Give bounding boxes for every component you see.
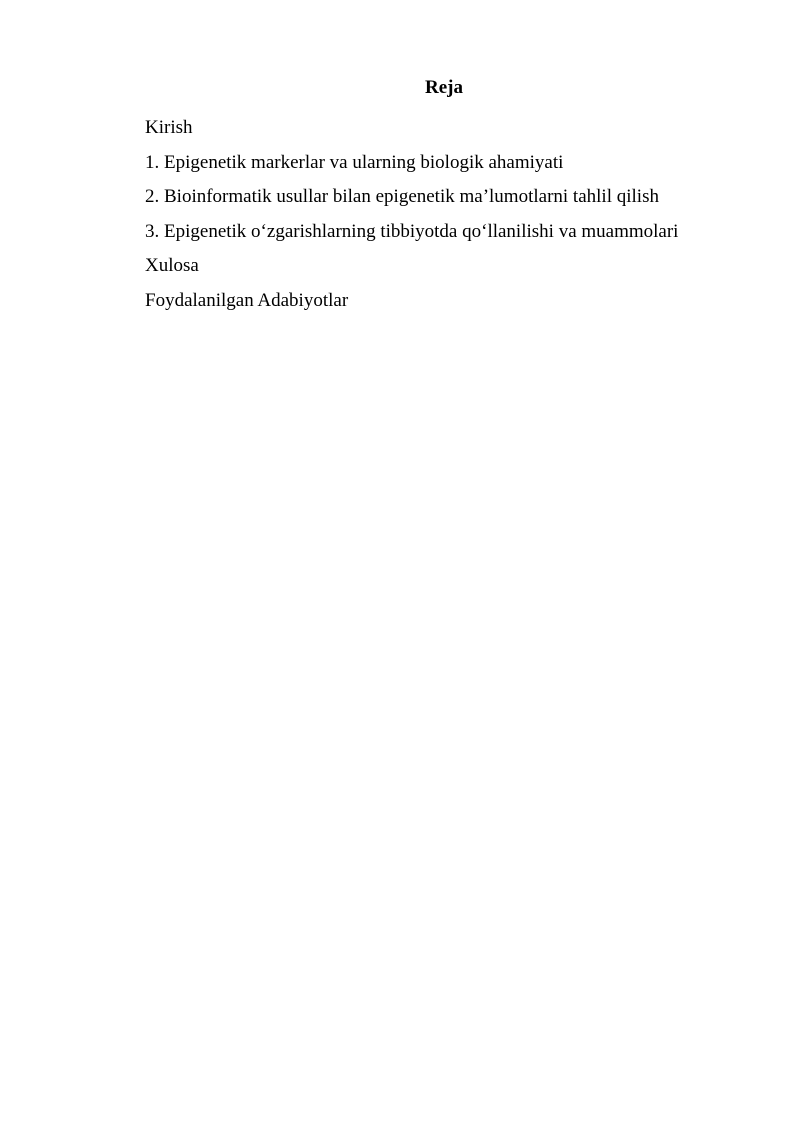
- plan-item-chapter-1: 1. Epigenetik markerlar va ularning biologik ahamiyati: [145, 151, 564, 173]
- plan-item-references: Foydalanilgan Adabiyotlar: [145, 289, 349, 311]
- plan-item-introduction: Kirish: [145, 117, 193, 138]
- plan-item-chapter-3: 3. Epigenetik o‘zgarishlarning tibbiyotda qo‘llanilishi va muammolari: [145, 220, 679, 242]
- plan-list: [145, 111, 765, 318]
- page-title: Reja: [425, 77, 463, 98]
- plan-item-chapter-2: 2. Bioinformatik usullar bilan epigenetik ma’lumotlarni tahlil qilish: [145, 186, 659, 207]
- plan-item-conclusion: Xulosa: [145, 255, 199, 276]
